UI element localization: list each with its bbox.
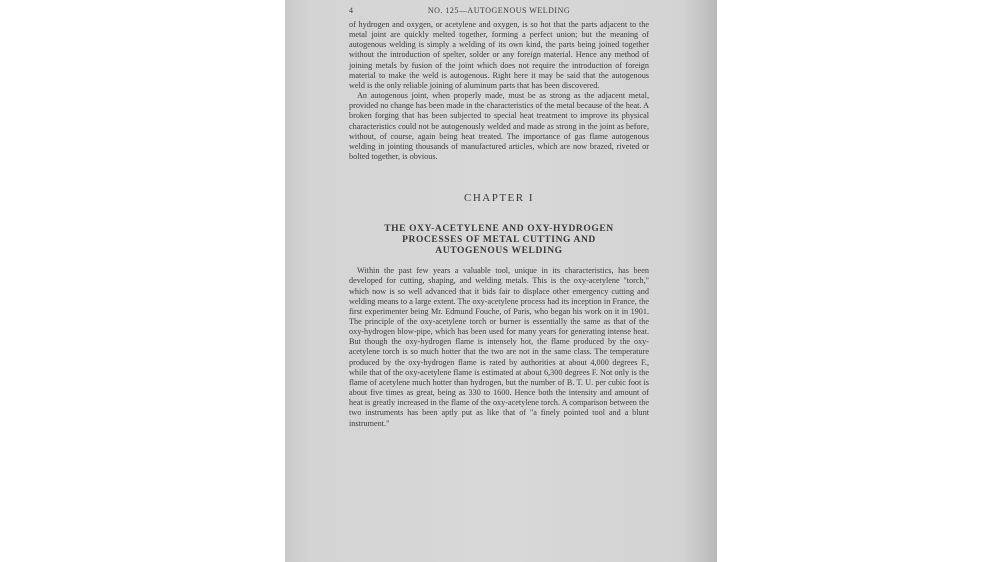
chapter-title-line-2: PROCESSES OF METAL CUTTING AND <box>402 235 596 246</box>
chapter-number: CHAPTER I <box>463 192 535 205</box>
running-title: NO. 125—AUTOGENOUS WELDING <box>427 6 571 15</box>
running-header <box>349 6 649 17</box>
page-number: 4 <box>349 6 354 15</box>
chapter-title-line-1: THE OXY-ACETYLENE AND OXY-HYDROGEN <box>384 224 614 235</box>
intro-paragraph-2: An autogenous joint, when properly made, must be as strong as the adjacent metal, provided no change has been made in the characteristics of the metal because of the heat. A broken forging that has been subjected to special heat treatment to improve its physical characteristics could not be autogenously welded and made as strong in the joint as before, without, of course, again being heat treated. The importance of gas flame autogenous welding in jointing thousands of manufactured articles, which are now brazed, riveted or bolted together, is obvious. <box>349 91 649 162</box>
chapter-title-line-3: AUTOGENOUS WELDING <box>435 246 563 257</box>
intro-paragraph-1: of hydrogen and oxygen, or acetylene and oxygen, is so hot that the parts adjacent to the metal joint are quickly melted together, forming a perfect union; but the meaning of autogenous welding is simply a welding of its own kind, the parts being joined together without the introduction of spelter, solder or any foreign material. Hence any method of joining metals by fusion of the joint which does not require the introduction of foreign material to make the weld is autogenous. Right here it may be said that the autogenous weld is the only reliable joining of aluminum parts that has been discovered. <box>349 20 649 90</box>
book-page <box>285 0 717 562</box>
chapter-paragraph-1: Within the past few years a valuable tool, unique in its characteristics, has been developed for cutting, shaping, and welding metals. This is the oxy-acetylene "torch," which now is so well advanced that it bids fair to displace other emergency cutting and welding means to a large extent. The oxy-acetylene process had its inception in France, the first experimenter being Mr. Edmund Fouche, of Paris, who began his work on it in 1901. The principle of the oxy-acetylene torch or burner is essentially the same as that of the oxy-hydrogen blow-pipe, which has been used for many years for generating intense heat. But though the oxy-hydrogen flame is intensely hot, the flame produced by the oxy-acetylene torch is so much hotter that the two are not in the same class. The temperature produced by the oxy-hydrogen flame is rated by authorities at about 4,000 degrees F., while that of the oxy-acetylene flame is estimated at about 6,300 degrees F. Not only is the flame of acetylene much hotter than hydrogen, but the number of B. T. U. per cubic foot is about five times as great, being as 330 to 1600. Hence both the intensity and amount of heat is greatly increased in the flame of the oxy-acetylene torch. A comparison between the two instruments has been aptly put as like that of "a finely pointed tool and a blunt instrument." <box>349 266 649 428</box>
chapter-title <box>349 224 649 257</box>
page-text-block <box>349 6 649 429</box>
